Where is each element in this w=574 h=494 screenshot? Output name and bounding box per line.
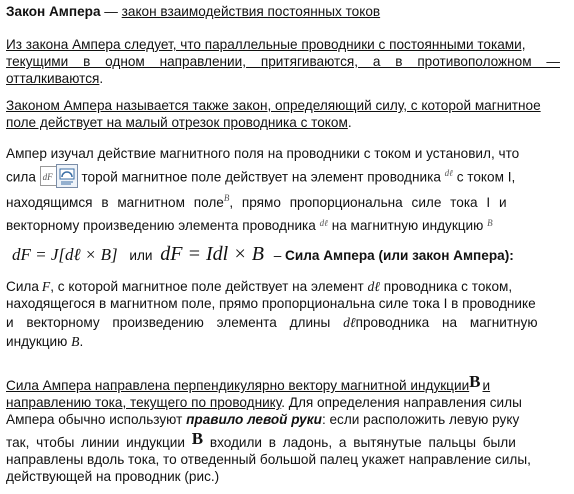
B-bold-symbol-2: B (191, 429, 204, 448)
dl-symbol: dℓ (444, 167, 453, 178)
p6-line6: действующей на проводник (рис.) (6, 469, 220, 484)
p6-line1: Сила Ампера направлена перпендикулярно вектору магнитной индукцииB и (6, 372, 491, 393)
law-subtitle-link[interactable]: закон взаимодействия постоянных токов (121, 4, 381, 19)
B-symbol-2: B (487, 218, 493, 228)
p5-line4: индукцию B. (6, 334, 84, 349)
B-bold-symbol: B (469, 372, 481, 391)
parallel-conductors-paragraph (6, 36, 560, 87)
dl-symbol-2: dℓ (319, 218, 328, 228)
p2-line2: текущими в одном направлении, притягиваются, а в противоположном — (6, 54, 560, 69)
dl-symbol-4: dℓ (343, 315, 356, 330)
p6-line4: так, чтобы линии индукции B входили в ладонь, а вытянутые пальцы были (6, 429, 516, 450)
left-hand-rule: правило левой руки (186, 412, 322, 427)
p3-line1: Законом Ампера называется также закон, определяющий силу, с которой магнитное (6, 98, 541, 113)
formula-or: или (129, 248, 153, 263)
p6-line5: направлены вдоль тока, то отведенный большой палец укажет направление силы, (6, 452, 531, 467)
p5-line1: Сила F, с которой магнитное поле действует на элемент dℓ проводника с током, (6, 279, 513, 294)
dl-symbol-3: dℓ (367, 279, 380, 294)
p5-line2: находящегося в магнитном поле, прямо пропорциональна силе тока I в проводнике (6, 296, 536, 311)
formula-dash: – (273, 248, 282, 263)
p5-line3: и векторному произведению элемента длины dℓпроводника на магнитную (6, 315, 538, 330)
ampere-force-paragraph (6, 278, 560, 350)
force-direction-paragraph (6, 372, 560, 485)
law-title: Закон Ампера (6, 4, 101, 19)
formula-right: dF = Idl × B (160, 243, 264, 265)
ampere-law-definition-paragraph (6, 97, 560, 131)
formula-left: dF = J[dℓ × B] (12, 245, 118, 264)
p4-line1: Ампер изучал действие магнитного поля на проводники с током и установил, что (6, 146, 520, 161)
formula-line (12, 243, 562, 266)
p2-line1: Из закона Ампера следует, что параллельные проводники с постоянными токами, (6, 37, 526, 52)
p4-line4: векторному произведению элемента проводника $^{d\ell}$ на магнитную индукцию $^B$ (6, 218, 493, 233)
formula-name: Сила Ампера (или закон Ампера): (285, 248, 514, 263)
formula-image-placeholder-icon: dF (40, 166, 58, 186)
picture-frame-icon (56, 164, 78, 188)
p4-line3: находящимся в магнитном поле$^B$, прямо пропорциональна силе тока I и (6, 193, 507, 210)
p6-line3: Ампера обычно используют правило левой руки: если расположить левую руку (6, 412, 520, 427)
p4-line2: сила dF торой магнитное поле действует на элемент проводника $^{d\ell}$ с током I, (6, 166, 560, 190)
p6-line2: направлению тока, текущего по проводнику. Для определения направления силы (6, 395, 522, 410)
heading-paragraph (6, 3, 380, 20)
F-symbol: F (41, 279, 51, 294)
B-symbol-3: B (71, 334, 80, 349)
B-symbol: B (223, 193, 230, 203)
p2-line3: отталкиваются. (6, 71, 104, 86)
p3-line2: поле действует на малый отрезок проводника с током. (6, 115, 352, 130)
ampere-study-paragraph (6, 145, 560, 236)
title-dash: — (100, 4, 122, 19)
